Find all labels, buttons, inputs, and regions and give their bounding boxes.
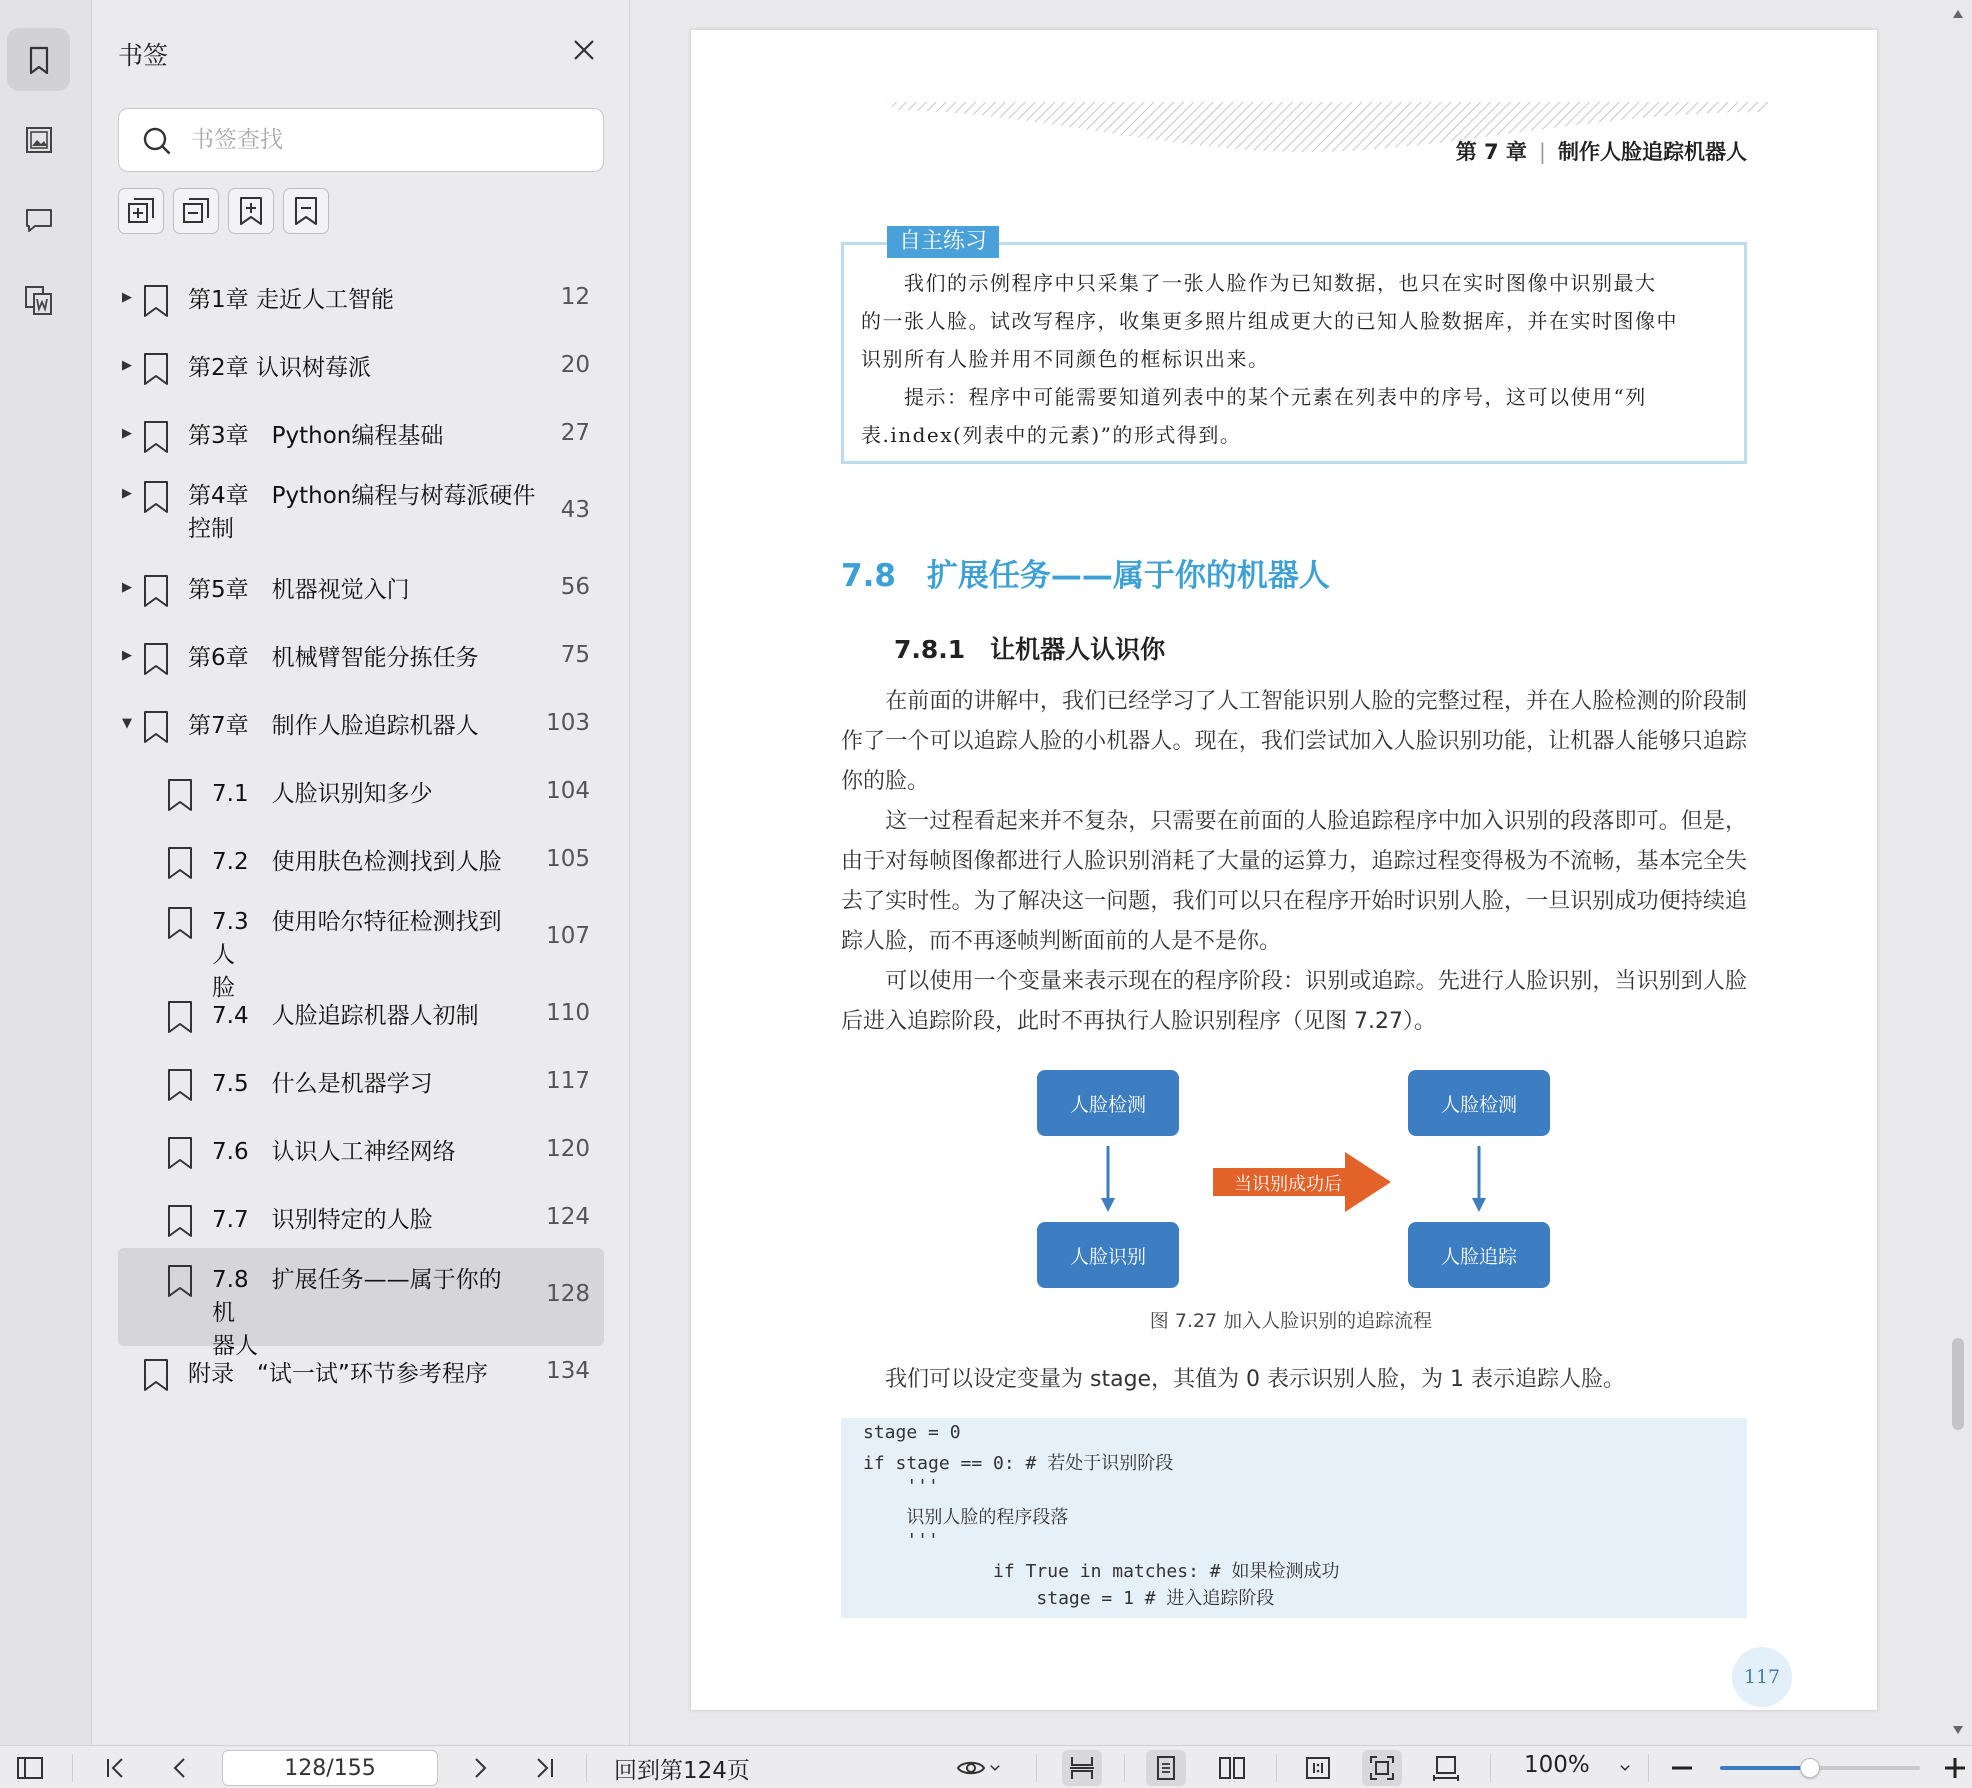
attachments-tab-button[interactable] [7,268,70,331]
toolbar-divider [1276,1754,1277,1782]
sidebar-toggle-icon [15,1753,45,1783]
expand-all-icon [125,195,157,227]
bookmark-page: 120 [546,1136,590,1162]
bookmark-label: 附录 “试一试”环节参考程序 [188,1360,488,1387]
diagram-arrow-down-right [1469,1146,1489,1214]
bookmark-page: 104 [546,778,590,804]
code-line: ''' [863,1530,939,1551]
zoom-in-button[interactable] [1940,1750,1970,1786]
toolbar-divider [1124,1754,1125,1782]
collapsed-caret-icon[interactable]: ▶ [122,579,132,595]
section-heading: 7.8 扩展任务——属于你的机器人 [841,558,1330,594]
bookmark-label: 第6章 机械臂智能分拣任务 [188,644,479,671]
expand-all-button[interactable] [118,188,164,234]
thumbnails-tab-button[interactable] [7,108,70,171]
last-page-button[interactable] [526,1750,562,1786]
bookmark-label: 7.4 人脸追踪机器人初制 [212,1002,479,1029]
collapsed-caret-icon[interactable]: ▶ [122,357,132,373]
remove-bookmark-button[interactable] [283,188,329,234]
toolbar-divider [1036,1754,1037,1782]
bookmark-label: 7.8 扩展任务——属于你的机 器人 [212,1267,502,1359]
close-icon [568,34,600,66]
document-page [691,30,1877,1710]
bookmark-item[interactable] [118,1186,604,1254]
bookmark-label: 第5章 机器视觉入门 [188,576,410,603]
bookmark-label: 7.1 人脸识别知多少 [212,780,433,807]
chevron-down-icon [1616,1759,1634,1777]
bookmark-page: 128 [546,1281,590,1307]
bookmark-item[interactable] [118,828,604,896]
collapse-all-icon [180,195,212,227]
bookmark-label: 7.6 认识人工神经网络 [212,1138,456,1165]
bookmark-remove-icon [290,195,322,227]
bookmark-page: 107 [546,923,590,949]
exercise-tag: 自主练习 [887,226,999,258]
flow-diagram [1037,1070,1557,1290]
sidebar-rail [0,0,92,1745]
bookmark-icon [142,574,170,608]
bookmark-item[interactable] [118,1248,604,1359]
bookmark-page: 134 [546,1358,590,1384]
last-page-icon [529,1753,559,1783]
running-head-chapter: 第 7 章 [1455,140,1527,164]
exercise-line: 我们的示例程序中只采集了一张人脸作为已知数据，也只在实时图像中识别最大 [861,271,1657,295]
bookmark-label: 7.3 使用哈尔特征检测找到人 脸 [212,909,502,1001]
bookmark-icon [166,1000,194,1034]
bookmark-page: 20 [560,352,590,378]
running-head-title: 制作人脸追踪机器人 [1558,140,1747,164]
body-paragraph: 我们可以设定变量为 stage，其值为 0 表示识别人脸，为 1 表示追踪人脸。 [841,1367,1626,1392]
diagram-arrow-label: 当识别成功后 [1234,1174,1342,1195]
bookmark-label: 7.5 什么是机器学习 [212,1070,433,1097]
scroll-down-icon[interactable] [1952,1724,1964,1736]
bookmark-icon [22,43,56,77]
exercise-line: 识别所有人脸并用不同颜色的框标识出来。 [861,347,1270,371]
fit-width-button[interactable] [1426,1750,1466,1786]
bookmark-icon [142,480,170,514]
bookmark-icon [166,906,194,940]
fit-width-icon [1431,1753,1461,1783]
fit-page-button[interactable] [1362,1750,1402,1786]
collapse-all-button[interactable] [173,188,219,234]
bookmark-label: 第4章 Python编程与树莓派硬件 控制 [188,483,536,542]
page-number-input[interactable] [222,1750,438,1786]
two-page-icon [1217,1753,1247,1783]
single-page-button[interactable] [1146,1750,1186,1786]
bookmark-icon [166,1068,194,1102]
diagram-box-detect-right: 人脸检测 [1408,1070,1550,1136]
bookmark-label: 第2章 认识树莓派 [188,354,371,381]
bookmark-label: 7.7 识别特定的人脸 [212,1206,433,1233]
bookmark-page: 27 [560,420,590,446]
figure-caption: 图 7.27 加入人脸识别的追踪流程 [1149,1310,1433,1332]
continuous-scroll-icon [1067,1753,1097,1783]
bookmark-item[interactable] [118,556,604,624]
bookmark-item[interactable] [118,334,604,402]
fit-page-icon [1367,1753,1397,1783]
exercise-line: 的一张人脸。试改写程序，收集更多照片组成更大的已知人脸数据库，并在实时图像中 [861,309,1678,333]
toolbar-divider [72,1754,73,1782]
exercise-line: 表.index(列表中的元素)”的形式得到。 [861,423,1242,447]
bookmark-page: 56 [560,574,590,600]
next-page-button[interactable] [462,1750,498,1786]
bookmark-item[interactable] [118,402,604,470]
diagram-box-track: 人脸追踪 [1408,1222,1550,1288]
back-to-page-link[interactable]: 回到第124页 [614,1758,750,1784]
chevron-left-icon [165,1753,195,1783]
bookmark-page: 105 [546,846,590,872]
search-input[interactable] [191,119,591,161]
subsection-heading: 7.8.1 让机器人认识你 [894,635,1166,664]
bookmark-item[interactable] [118,266,604,334]
bookmark-panel [92,0,630,1745]
bookmark-page: 75 [560,642,590,668]
body-paragraph: 这一过程看起来并不复杂，只需要在前面的人脸追踪程序中加入识别的段落即可。但是，由于对每帧图像都进行人脸识别消耗了大量的运算力，追踪过程变得极为不流畅，基本完全失去了实时性。为了解决这一问题，我们可以只在程序开始时识别人脸，一旦识别成功便持续追踪人脸，而不再逐帧判断面前的人是不是你。 [841,809,1747,954]
document-viewport[interactable] [631,0,1952,1745]
page-number: 117 [1732,1647,1792,1707]
panel-title: 书签 [118,41,169,70]
image-icon [22,123,56,157]
search-icon [141,125,173,157]
bookmark-icon [166,1136,194,1170]
code-line: if True in matches: # 如果检测成功 [863,1561,1340,1582]
zoom-level[interactable]: 100% [1524,1752,1590,1778]
actual-size-button[interactable] [1298,1750,1338,1786]
bookmark-label: 第3章 Python编程基础 [188,422,444,449]
code-line: ''' [863,1476,939,1497]
bottom-toolbar [0,1745,1972,1788]
bookmark-item[interactable] [118,624,604,692]
code-line: stage = 1 # 进入追踪阶段 [863,1588,1275,1609]
scroll-up-icon[interactable] [1952,8,1964,20]
bookmark-page: 117 [546,1068,590,1094]
single-page-icon [1151,1753,1181,1783]
zoom-slider-fill [1720,1766,1810,1770]
document-copy-icon [22,283,56,317]
code-block [841,1418,1747,1618]
body-paragraph: 在前面的讲解中，我们已经学习了人工智能识别人脸的完整过程，并在人脸检测的阶段制作了一个可以追踪人脸的小机器人。现在，我们尝试加入人脸识别功能，让机器人能够只追踪你的脸。 [841,689,1747,794]
diagram-arrow-down-left [1098,1146,1118,1214]
bookmark-page: 12 [560,284,590,310]
code-line: if stage == 0: # 若处于识别阶段 [863,1453,1174,1474]
toggle-sidebar-button[interactable] [12,1750,48,1786]
bookmark-icon [142,352,170,386]
bookmark-item[interactable] [118,1118,604,1186]
vertical-scrollbar[interactable] [1944,0,1972,1745]
two-page-button[interactable] [1212,1750,1252,1786]
bookmark-item[interactable] [118,760,604,828]
bookmark-item[interactable] [118,896,604,1001]
bookmark-icon [166,846,194,880]
toolbar-divider [586,1754,587,1782]
zoom-dropdown-button[interactable] [1612,1750,1638,1786]
bookmark-page: 43 [560,497,590,523]
bookmark-icon [166,1264,194,1298]
bookmark-icon [142,710,170,744]
view-mode-dropdown[interactable] [950,1750,1010,1786]
diagram-box-recognize: 人脸识别 [1037,1222,1179,1288]
collapsed-caret-icon[interactable]: ▶ [122,425,132,441]
bookmark-page: 103 [546,710,590,736]
bookmark-page: 110 [546,1000,590,1026]
bookmark-page: 124 [546,1204,590,1230]
bookmark-search[interactable] [118,108,604,172]
bookmark-item[interactable] [118,692,604,760]
first-page-icon [101,1753,131,1783]
comment-icon [22,203,56,237]
add-bookmark-button[interactable] [228,188,274,234]
zoom-slider-knob[interactable] [1800,1758,1820,1778]
first-page-button[interactable] [98,1750,134,1786]
exercise-line: 提示：程序中可能需要知道列表中的某个元素在列表中的序号，这可以使用“列 [861,385,1647,409]
zoom-out-button[interactable] [1664,1750,1700,1786]
actual-size-icon [1303,1753,1333,1783]
running-head: 第 7 章 | 制作人脸追踪机器人 [1455,140,1747,164]
body-paragraph: 可以使用一个变量来表示现在的程序阶段：识别或追踪。先进行人脸识别，当识别到人脸后进入追踪阶段，此时不再执行人脸识别程序（见图 7.27）。 [841,969,1747,1034]
chevron-down-icon [986,1759,1004,1777]
continuous-scroll-button[interactable] [1062,1750,1102,1786]
bookmark-add-icon [235,195,267,227]
collapsed-caret-icon[interactable]: ▶ [122,647,132,663]
code-line: stage = 0 [863,1422,961,1443]
minus-icon [1667,1753,1697,1783]
code-line: 识别人脸的程序段落 [863,1507,1069,1528]
eye-icon [956,1753,986,1783]
bookmarks-tab-button[interactable] [7,28,70,91]
bookmark-icon [166,1204,194,1238]
bookmark-item[interactable] [118,1340,604,1408]
bookmark-label: 第1章 走近人工智能 [188,286,394,313]
bookmark-label: 7.2 使用肤色检测找到人脸 [212,848,502,875]
bookmark-label: 第7章 制作人脸追踪机器人 [188,712,479,739]
bookmark-item[interactable] [118,982,604,1050]
chevron-right-icon [465,1753,495,1783]
bookmark-icon [166,778,194,812]
bookmark-icon [142,642,170,676]
bookmark-item[interactable] [118,1050,604,1118]
bookmark-icon [142,284,170,318]
scrollbar-thumb[interactable] [1952,1338,1964,1430]
bookmark-item[interactable] [118,470,604,556]
collapsed-caret-icon[interactable]: ▶ [122,289,132,305]
zoom-slider[interactable] [1720,1766,1920,1770]
previous-page-button[interactable] [162,1750,198,1786]
diagram-box-detect-left: 人脸检测 [1037,1070,1179,1136]
comments-tab-button[interactable] [7,188,70,251]
bookmark-icon [142,420,170,454]
plus-icon [1940,1753,1970,1783]
bookmark-icon [142,1358,170,1392]
toolbar-divider [1490,1754,1491,1782]
close-panel-button[interactable] [568,34,600,66]
toolbar-divider [1648,1754,1649,1782]
collapsed-caret-icon[interactable]: ▶ [122,486,132,501]
expanded-caret-icon[interactable]: ▼ [122,715,132,731]
